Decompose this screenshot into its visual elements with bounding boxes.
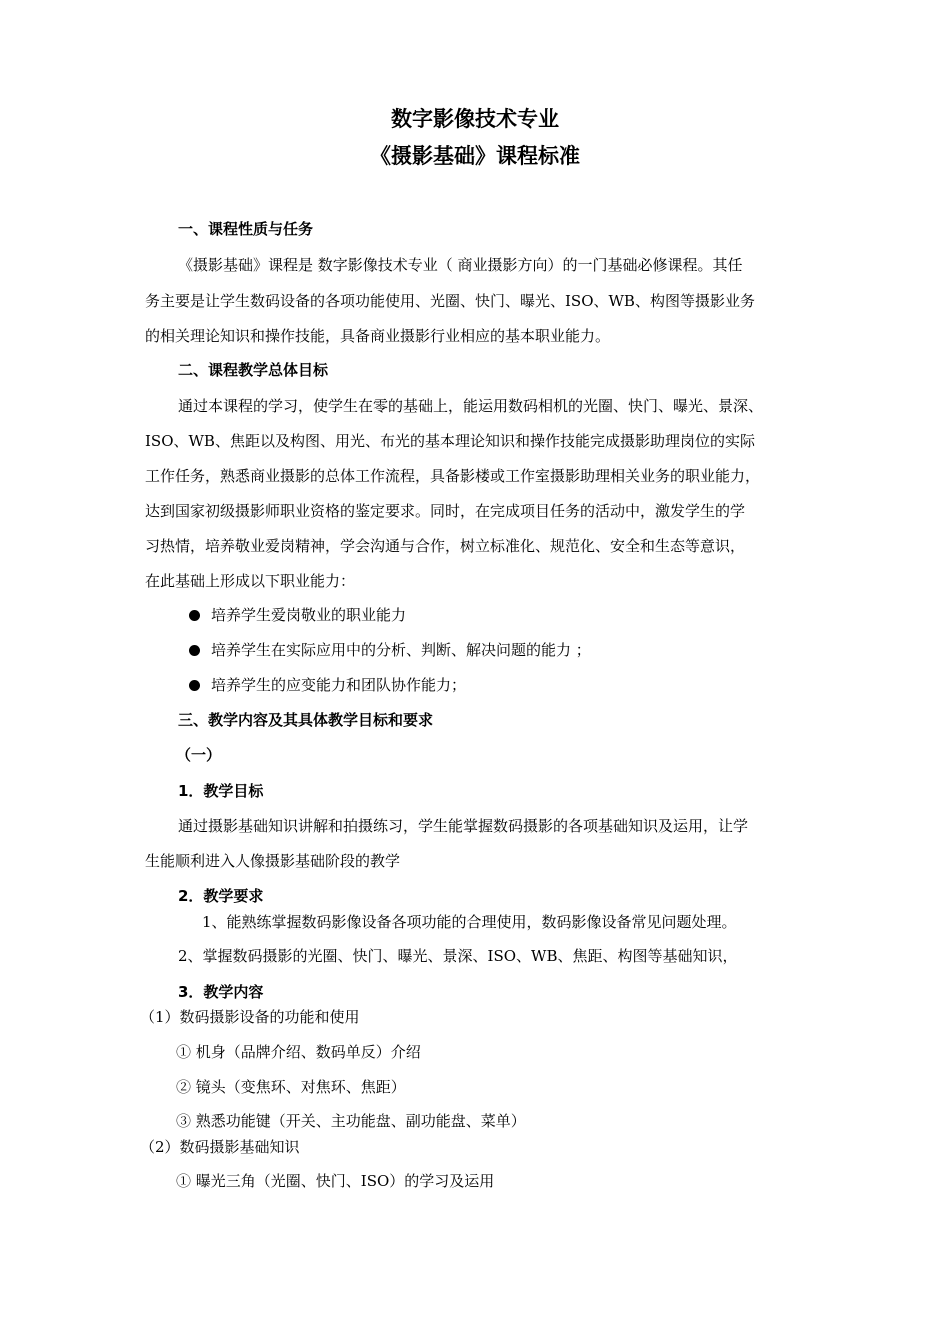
bullet-dot-icon (189, 645, 200, 656)
bullet-dot-icon (189, 610, 200, 621)
bullet-item: 培养学生在实际应用中的分析、判断、解决问题的能力 ； (211, 641, 591, 659)
teaching-requirement-heading: 2．教学要求 (178, 887, 264, 905)
section-heading-nature: 一、课程性质与任务 (178, 220, 314, 238)
paragraph-line: 的相关理论知识和操作技能，具备商业摄影行业相应的基本职业能力。 (145, 327, 611, 345)
paragraph-line: 通过本课程的学习，使学生在零的基础上，能运用数码相机的光圈、快门、曝光、景深、 (178, 397, 764, 415)
document-title-major: 数字影像技术专业 (391, 107, 559, 131)
content-subheading: （2）数码摄影基础知识 (140, 1138, 300, 1156)
bullet-item: 培养学生的应变能力和团队协作能力； (211, 676, 467, 694)
paragraph-line: 工作任务，熟悉商业摄影的总体工作流程，具备影楼或工作室摄影助理相关业务的职业能力， (145, 467, 761, 485)
paragraph-line: 《摄影基础》课程是 数字影像技术专业（ 商业摄影方向）的一门基础必修课程。其任 (178, 256, 743, 274)
content-item: ① 机身（品牌介绍、数码单反）介绍 (176, 1043, 421, 1061)
paragraph-line: 在此基础上形成以下职业能力： (145, 572, 356, 590)
paragraph-line: 通过摄影基础知识讲解和拍摄练习，学生能掌握数码摄影的各项基础知识及运用，让学 (178, 817, 749, 835)
paragraph-line: ISO、WB、焦距以及构图、用光、布光的基本理论知识和操作技能完成摄影助理岗位的实际 (145, 432, 755, 450)
teaching-content-heading: 3．教学内容 (178, 983, 264, 1001)
requirement-item: 1、能熟练掌握数码影像设备各项功能的合理使用，数码影像设备常见问题处理。 (202, 913, 737, 931)
content-subheading: （1）数码摄影设备的功能和使用 (140, 1008, 360, 1026)
paragraph-line: 习热情，培养敬业爱岗精神，学会沟通与合作，树立标准化、规范化、安全和生态等意识， (145, 537, 746, 555)
content-item: ① 曝光三角（光圈、快门、ISO）的学习及运用 (176, 1172, 495, 1190)
document-title-course: 《摄影基础》课程标准 (370, 144, 580, 168)
content-item: ② 镜头（变焦环、对焦环、焦距） (176, 1078, 406, 1096)
paragraph-line: 达到国家初级摄影师职业资格的鉴定要求。同时，在完成项目任务的活动中，激发学生的学 (145, 502, 746, 520)
subsection-label: （一） (176, 746, 222, 764)
bullet-dot-icon (189, 680, 200, 691)
paragraph-line: 生能顺利进入人像摄影基础阶段的教学 (145, 852, 401, 870)
section-heading-content: 三、教学内容及其具体教学目标和要求 (178, 711, 434, 729)
content-item: ③ 熟悉功能键（开关、主功能盘、副功能盘、菜单） (176, 1112, 526, 1130)
teaching-goal-heading: 1．教学目标 (178, 782, 264, 800)
requirement-item: 2、掌握数码摄影的光圈、快门、曝光、景深、ISO、WB、焦距、构图等基础知识， (178, 947, 738, 965)
bullet-item: 培养学生爱岗敬业的职业能力 (211, 606, 407, 624)
section-heading-goals: 二、课程教学总体目标 (178, 361, 329, 379)
paragraph-line: 务主要是让学生数码设备的各项功能使用、光圈、快门、曝光、ISO、WB、构图等摄影业务 (145, 292, 755, 310)
